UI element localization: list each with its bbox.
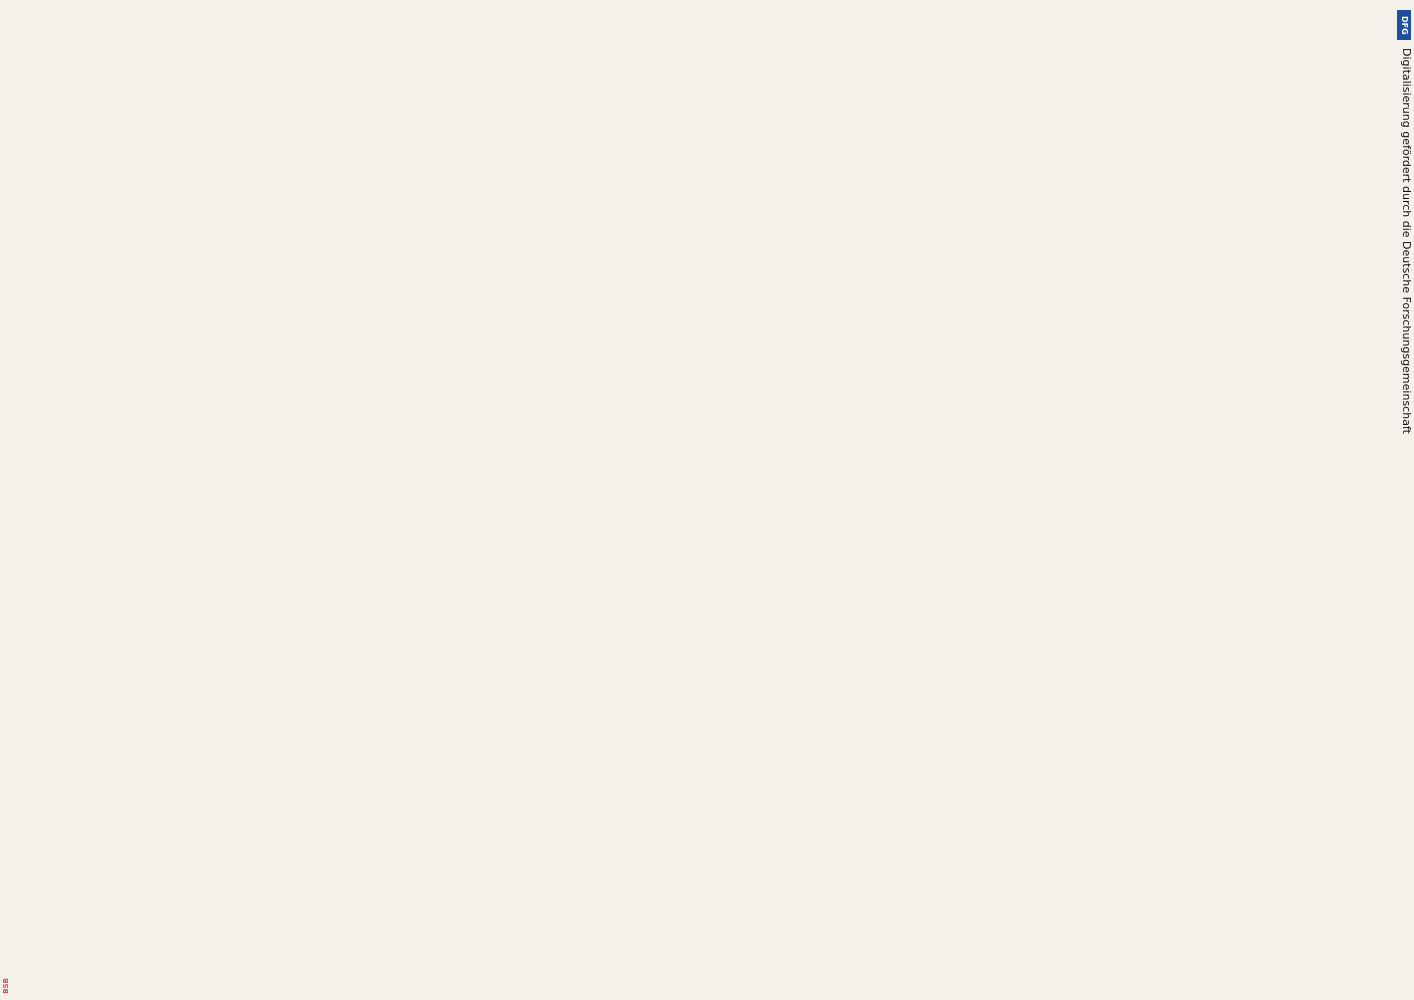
digitization-credit: Digitalisierung gefördert durch die Deutsche Forschungsgemeinschaft bbox=[1400, 48, 1413, 434]
digitization-margin bbox=[1393, 0, 1414, 1000]
library-stamp: BSB bbox=[2, 978, 10, 994]
dfg-logo: DFG bbox=[1397, 10, 1411, 40]
